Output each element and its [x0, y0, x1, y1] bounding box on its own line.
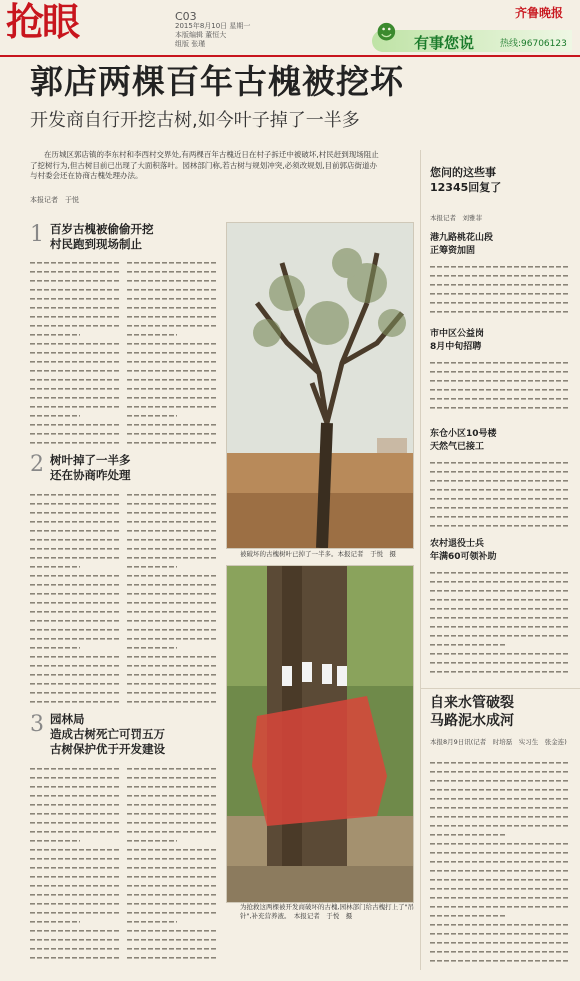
text-line — [430, 947, 570, 956]
text-line — [127, 827, 217, 836]
text-line — [430, 938, 570, 947]
text-line — [127, 652, 217, 661]
text-line — [430, 595, 570, 604]
text-line — [30, 809, 120, 818]
sidebar-item-4-title — [430, 538, 497, 564]
text-line — [127, 267, 217, 276]
text-line — [30, 854, 120, 863]
text-line — [430, 667, 570, 676]
text-line — [127, 393, 217, 402]
text-line — [127, 429, 217, 438]
text-line — [127, 526, 217, 535]
text-line — [430, 376, 570, 385]
paper-logo: 齐鲁晚报 — [515, 6, 564, 20]
text-line — [30, 276, 120, 285]
text-line — [127, 330, 177, 339]
text-line — [127, 782, 217, 791]
text-line — [30, 526, 120, 535]
text-line — [30, 420, 120, 429]
text-line — [127, 854, 217, 863]
text-line — [430, 512, 570, 521]
text-line — [30, 679, 120, 688]
text-line — [127, 899, 217, 908]
text-line — [127, 499, 217, 508]
text-line — [127, 800, 217, 809]
hotline-title: 有事您说 — [414, 34, 475, 52]
text-line — [430, 586, 570, 595]
text-line — [127, 544, 217, 553]
dateline-editor: 本版编辑 董恒大 — [175, 31, 227, 39]
text-line — [430, 568, 570, 577]
text-line — [430, 776, 570, 785]
text-line — [30, 321, 120, 330]
text-line — [30, 429, 120, 438]
text-line — [30, 562, 80, 571]
text-line — [430, 803, 570, 812]
text-line — [430, 280, 570, 289]
sidebar-item-2-line-1: 市中区公益岗 — [430, 329, 485, 339]
text-line — [430, 613, 570, 622]
dateline-date: 2015年8月10日 星期一 — [175, 22, 251, 30]
text-line — [30, 393, 120, 402]
hotline-number: 热线:96706123 — [500, 39, 567, 49]
text-line — [30, 490, 120, 499]
text-line — [30, 688, 120, 697]
column-divider — [420, 150, 421, 970]
text-line — [30, 411, 80, 420]
text-line — [127, 863, 217, 872]
section-1-title — [50, 222, 154, 252]
text-line — [127, 402, 217, 411]
section-2-text-col-2 — [127, 490, 217, 708]
text-line — [127, 276, 217, 285]
text-line — [30, 348, 120, 357]
text-line — [430, 866, 570, 875]
text-line — [127, 944, 217, 953]
text-line — [30, 535, 120, 544]
dateline — [175, 22, 250, 49]
text-line — [127, 616, 217, 625]
sidebar-divider — [420, 688, 580, 689]
text-line — [430, 893, 570, 902]
text-line — [30, 791, 120, 800]
page-subhead: 开发商自行开挖古树,如今叶子掉了一半多 — [30, 110, 360, 131]
text-line — [127, 553, 217, 562]
text-line — [30, 944, 120, 953]
text-line — [30, 330, 80, 339]
photo-1-caption: 被破坏的古槐树叶已掉了一半多。本报记者 于悦 摄 — [240, 550, 396, 558]
text-line — [127, 535, 217, 544]
text-line — [30, 357, 120, 366]
story-title — [430, 694, 514, 730]
text-line — [30, 818, 120, 827]
sidebar-title-line-2: 12345回复了 — [430, 181, 502, 194]
section-2-number: 2 — [30, 452, 44, 477]
text-line — [30, 384, 120, 393]
text-line — [30, 670, 120, 679]
text-line — [30, 499, 120, 508]
masthead: 抢眼 — [6, 0, 79, 44]
text-line — [30, 634, 120, 643]
section-3-title-line-1: 造成古树死亡可罚五万 — [50, 727, 165, 741]
text-line — [127, 845, 217, 854]
dateline-layout: 组版 张瑾 — [175, 40, 206, 48]
lead-paragraph: 在历城区郭店镇的李东村和李西村交界处,有两棵百年古槐近日在村子拆迁中被破坏,村民赶到现场阻止了挖树行为,但古树目前已出现了大面积落叶。园林部门称,若古树与规划冲突,必须改规划,目前郭店街道办与村委会还在协商古槐处理办法。 — [30, 150, 379, 180]
section-3-title — [50, 712, 165, 757]
text-line — [430, 640, 507, 649]
text-line — [30, 303, 120, 312]
text-line — [430, 485, 570, 494]
main-byline: 本报记者 于悦 — [30, 196, 79, 204]
text-line — [30, 827, 120, 836]
text-line — [430, 307, 570, 316]
sidebar-item-3-text — [430, 458, 570, 530]
sidebar-item-1-text — [430, 262, 570, 322]
text-line — [430, 767, 570, 776]
text-line — [30, 553, 120, 562]
text-line — [127, 818, 217, 827]
section-1-text-col-1 — [30, 258, 120, 448]
photo-2-caption: 为抢救这两棵被开发商破坏的古槐,园林部门给古槐打上了"吊针",补充营养液。 本报记者 于悦 摄 — [240, 903, 415, 920]
text-line — [30, 285, 120, 294]
text-line — [430, 902, 570, 911]
text-line — [30, 926, 120, 935]
sidebar-item-2-line-2: 8月中旬招聘 — [430, 342, 482, 352]
text-line — [430, 622, 570, 631]
text-line — [127, 348, 217, 357]
text-line — [430, 467, 570, 476]
section-3-title-line-2: 古树保护优于开发建设 — [50, 742, 165, 756]
text-line — [30, 917, 80, 926]
text-line — [127, 688, 217, 697]
text-line — [127, 562, 177, 571]
text-line — [30, 764, 120, 773]
text-line — [30, 589, 120, 598]
text-line — [430, 848, 570, 857]
text-line — [30, 402, 120, 411]
text-line — [127, 580, 217, 589]
text-line — [127, 809, 217, 818]
text-line — [127, 791, 217, 800]
section-1-number: 1 — [30, 222, 44, 247]
text-line — [430, 920, 570, 929]
hotline-banner — [372, 20, 572, 52]
text-line — [127, 490, 217, 499]
text-line — [430, 604, 570, 613]
section-2-text-col-1 — [30, 490, 120, 708]
text-line — [127, 890, 217, 899]
text-line — [30, 908, 120, 917]
sidebar-item-4-line-2: 年满60可领补助 — [430, 552, 497, 562]
text-line — [430, 821, 570, 830]
text-line — [127, 411, 177, 420]
text-line — [430, 367, 570, 376]
header-divider — [0, 55, 580, 57]
section-3-number: 3 — [30, 712, 44, 737]
text-line — [430, 631, 570, 640]
text-line — [30, 294, 120, 303]
sidebar-item-4-line-1: 农村退役士兵 — [430, 539, 485, 549]
page-headline: 郭店两棵百年古槐被挖坏 — [30, 62, 404, 101]
text-line — [30, 890, 120, 899]
sidebar-item-2-text — [430, 358, 570, 420]
text-line — [127, 926, 217, 935]
section-2-title — [50, 453, 131, 483]
text-line — [127, 420, 217, 429]
sidebar-item-2-title — [430, 328, 484, 354]
text-line — [30, 800, 120, 809]
text-line — [30, 607, 120, 616]
text-line — [430, 785, 570, 794]
sidebar-item-3-title — [430, 428, 497, 454]
text-line — [30, 697, 120, 706]
story-title-line-1: 自来水管破裂 — [430, 695, 514, 711]
sidebar-title — [430, 165, 501, 195]
text-line — [127, 366, 217, 375]
text-line — [127, 384, 217, 393]
sidebar-item-3-line-1: 东仓小区10号楼 — [430, 429, 497, 439]
photo-tree-leaves — [226, 222, 414, 549]
text-line — [430, 385, 570, 394]
text-line — [430, 358, 570, 367]
text-line — [127, 908, 217, 917]
text-line — [30, 508, 120, 517]
text-line — [30, 773, 120, 782]
text-line — [30, 836, 80, 845]
text-line — [127, 872, 217, 881]
text-line — [127, 836, 177, 845]
text-line — [30, 580, 120, 589]
text-line — [30, 845, 120, 854]
story-title-line-2: 马路泥水成河 — [430, 713, 514, 729]
section-3-text-col-1 — [30, 764, 120, 969]
text-line — [127, 634, 217, 643]
text-line — [30, 366, 120, 375]
section-2-title-line-2: 还在协商咋处理 — [50, 468, 131, 482]
text-line — [430, 521, 570, 530]
text-line — [430, 503, 570, 512]
text-line — [430, 658, 570, 667]
text-line — [30, 438, 120, 447]
tree-photo-1-image — [227, 223, 413, 548]
sidebar-item-1-line-1: 港九路桃花山段 — [430, 233, 494, 243]
sidebar-byline: 本报记者 刘雅菲 — [430, 214, 482, 222]
text-line — [430, 830, 507, 839]
text-line — [430, 956, 570, 965]
text-line — [430, 758, 570, 767]
tree-photo-2-image — [227, 566, 413, 902]
text-line — [127, 598, 217, 607]
text-line — [430, 839, 570, 848]
section-1-title-line-1: 百岁古槐被偷偷开挖 — [50, 222, 154, 236]
sidebar-item-3-line-2: 天然气已接工 — [430, 442, 485, 452]
text-line — [127, 643, 177, 652]
text-line — [30, 544, 120, 553]
story-lead: 本报8月9日讯(记者 时培磊 实习生 张金连) — [430, 738, 567, 746]
text-line — [30, 863, 120, 872]
text-line — [127, 773, 217, 782]
text-line — [430, 929, 570, 938]
text-line — [127, 375, 217, 384]
text-line — [430, 394, 570, 403]
text-line — [430, 857, 570, 866]
text-line — [430, 403, 570, 412]
text-line — [30, 375, 120, 384]
text-line — [127, 571, 217, 580]
text-line — [430, 271, 570, 280]
text-line — [30, 258, 120, 267]
text-line — [430, 262, 570, 271]
text-line — [430, 494, 570, 503]
text-line — [127, 607, 217, 616]
text-line — [127, 589, 217, 598]
text-line — [127, 917, 177, 926]
text-line — [127, 661, 217, 670]
text-line — [30, 661, 120, 670]
text-line — [30, 643, 80, 652]
text-line — [430, 458, 570, 467]
text-line — [430, 289, 570, 298]
text-line — [30, 339, 120, 348]
text-line — [127, 312, 217, 321]
text-line — [127, 625, 217, 634]
text-line — [30, 267, 120, 276]
text-line — [127, 438, 217, 447]
text-line — [30, 881, 120, 890]
text-line — [127, 508, 217, 517]
text-line — [30, 312, 120, 321]
text-line — [127, 670, 217, 679]
text-line — [127, 953, 217, 962]
text-line — [30, 953, 120, 962]
text-line — [127, 764, 217, 773]
text-line — [30, 625, 120, 634]
story-text — [430, 758, 570, 970]
text-line — [430, 884, 570, 893]
text-line — [430, 577, 570, 586]
photo-tree-drip — [226, 565, 414, 903]
text-line — [30, 652, 120, 661]
section-1-title-line-2: 村民跑到现场制止 — [50, 237, 142, 251]
sidebar-item-1-line-2: 正筹资加固 — [430, 246, 476, 256]
section-1-text-col-2 — [127, 258, 217, 448]
text-line — [430, 649, 570, 658]
text-line — [127, 303, 217, 312]
text-line — [127, 935, 217, 944]
text-line — [127, 679, 217, 688]
text-line — [430, 298, 570, 307]
section-3-text-col-2 — [127, 764, 217, 969]
text-line — [30, 598, 120, 607]
text-line — [30, 571, 120, 580]
text-line — [127, 357, 217, 366]
text-line — [430, 476, 570, 485]
text-line — [127, 517, 217, 526]
text-line — [430, 875, 570, 884]
text-line — [430, 911, 507, 920]
text-line — [127, 339, 217, 348]
text-line — [127, 321, 217, 330]
section-3-title-line-0: 园林局 — [50, 712, 85, 726]
text-line — [127, 285, 217, 294]
text-line — [30, 872, 120, 881]
text-line — [127, 881, 217, 890]
sidebar-item-1-title — [430, 232, 493, 258]
section-2-title-line-1: 树叶掉了一半多 — [50, 453, 131, 467]
text-line — [430, 794, 570, 803]
text-line — [30, 899, 120, 908]
text-line — [30, 935, 120, 944]
text-line — [30, 782, 120, 791]
sidebar-title-line-1: 您问的这些事 — [430, 166, 496, 179]
text-line — [30, 616, 120, 625]
text-line — [127, 294, 217, 303]
text-line — [127, 697, 217, 706]
text-line — [30, 517, 120, 526]
sidebar-item-4-text — [430, 568, 570, 680]
text-line — [127, 258, 217, 267]
page-number: C03 — [175, 10, 197, 23]
mascot-icon: ☻ — [376, 20, 397, 44]
text-line — [430, 812, 570, 821]
